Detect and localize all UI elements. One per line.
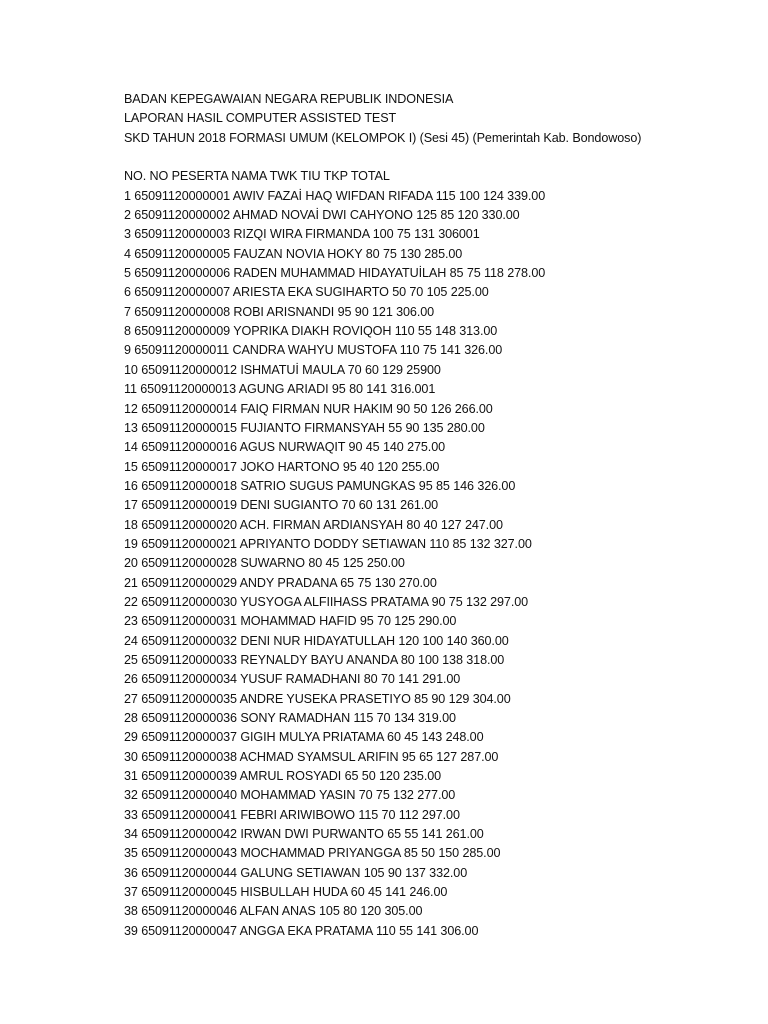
spacer bbox=[124, 148, 744, 167]
table-row: 39 65091120000047 ANGGA EKA PRATAMA 110 55 141 306.00 bbox=[124, 923, 479, 938]
table-row: 8 65091120000009 YOPRIKA DIAKH ROVIQOH 110 55 148 313.00 bbox=[124, 324, 498, 339]
agency-title: BADAN KEPEGAWAIAN NEGARA REPUBLIK INDONESIA bbox=[124, 92, 454, 106]
table-row: 11 65091120000013 AGUNG ARIADI 95 80 141 316.001 bbox=[124, 382, 436, 397]
table-header: NO. NO PESERTA NAMA TWK TIU TKP TOTAL bbox=[124, 169, 390, 184]
table-row: 4 65091120000005 FAUZAN NOVIA HOKY 80 75 130 285.00 bbox=[124, 246, 463, 261]
table-row: 24 65091120000032 DENI NUR HIDAYATULLAH 120 100 140 360.00 bbox=[124, 633, 509, 648]
table-row: 33 65091120000041 FEBRI ARIWIBOWO 115 70 112 297.00 bbox=[124, 807, 460, 822]
table-row: 1 65091120000001 AWIV FAZAİ HAQ WIFDAN RIFADA 115 100 124 339.00 bbox=[124, 188, 546, 203]
table-row: 35 65091120000043 MOCHAMMAD PRIYANGGA 85 50 150 285.00 bbox=[124, 846, 501, 861]
table-row: 30 65091120000038 ACHMAD SYAMSUL ARIFIN 95 65 127 287.00 bbox=[124, 749, 499, 764]
table-row: 29 65091120000037 GIGIH MULYA PRIATAMA 60 45 143 248.00 bbox=[124, 730, 484, 745]
table-row: 3 65091120000003 RIZQI WIRA FIRMANDA 100 75 131 306001 bbox=[124, 227, 480, 242]
table-row: 10 65091120000012 ISHMATUİ MAULA 70 60 129 25900 bbox=[124, 362, 441, 377]
table-row: 38 65091120000046 ALFAN ANAS 105 80 120 305.00 bbox=[124, 904, 423, 919]
table-row: 13 65091120000015 FUJIANTO FIRMANSYAH 55 90 135 280.00 bbox=[124, 420, 485, 435]
table-row: 16 65091120000018 SATRIO SUGUS PAMUNGKAS 95 85 146 326.00 bbox=[124, 478, 516, 493]
table-row: 17 65091120000019 DENI SUGIANTO 70 60 131 261.00 bbox=[124, 498, 439, 513]
table-row: 32 65091120000040 MOHAMMAD YASIN 70 75 132 277.00 bbox=[124, 788, 456, 803]
table-row: 9 65091120000011 CANDRA WAHYU MUSTOFA 110 75 141 326.00 bbox=[124, 343, 503, 358]
table-row: 20 65091120000028 SUWARNO 80 45 125 250.00 bbox=[124, 556, 405, 571]
table-row: 18 65091120000020 ACH. FIRMAN ARDIANSYAH 80 40 127 247.00 bbox=[124, 517, 503, 532]
table-row: 14 65091120000016 AGUS NURWAQIT 90 45 140 275.00 bbox=[124, 440, 446, 455]
table-row: 19 65091120000021 APRIYANTO DODDY SETIAWAN 110 85 132 327.00 bbox=[124, 536, 532, 551]
table-row: 31 65091120000039 AMRUL ROSYADI 65 50 120 235.00 bbox=[124, 769, 442, 784]
table-row: 23 65091120000031 MOHAMMAD HAFID 95 70 125 290.00 bbox=[124, 614, 457, 629]
report-title: LAPORAN HASIL COMPUTER ASSISTED TEST bbox=[124, 111, 397, 126]
table-row: 34 65091120000042 IRWAN DWI PURWANTO 65 55 141 261.00 bbox=[124, 827, 484, 842]
table-row: 37 65091120000045 HISBULLAH HUDA 60 45 141 246.00 bbox=[124, 885, 448, 900]
table-row: 26 65091120000034 YUSUF RAMADHANI 80 70 141 291.00 bbox=[124, 672, 461, 687]
table-row: 21 65091120000029 ANDY PRADANA 65 75 130 270.00 bbox=[124, 575, 437, 590]
table-row: 36 65091120000044 GALUNG SETIAWAN 105 90 137 332.00 bbox=[124, 865, 468, 880]
table-row: 25 65091120000033 REYNALDY BAYU ANANDA 80 100 138 318.00 bbox=[124, 652, 505, 667]
document-page bbox=[124, 90, 744, 941]
table-row: 6 65091120000007 ARIESTA EKA SUGIHARTO 50 70 105 225.00 bbox=[124, 285, 489, 300]
session-title: SKD TAHUN 2018 FORMASI UMUM (KELOMPOK I) (Sesi 45) (Pemerintah Kab. Bondowoso) bbox=[124, 130, 642, 145]
table-row: 28 65091120000036 SONY RAMADHAN 115 70 134 319.00 bbox=[124, 711, 456, 725]
table-row: 5 65091120000006 RADEN MUHAMMAD HIDAYATUİLAH 85 75 118 278.00 bbox=[124, 266, 546, 281]
table-row: 22 65091120000030 YUSYOGA ALFIIHASS PRATAMA 90 75 132 297.00 bbox=[124, 594, 529, 609]
results-list bbox=[124, 187, 744, 941]
table-row: 12 65091120000014 FAIQ FIRMAN NUR HAKIM 90 50 126 266.00 bbox=[124, 401, 493, 416]
table-row: 27 65091120000035 ANDRE YUSEKA PRASETIYO 85 90 129 304.00 bbox=[124, 691, 511, 706]
table-row: 15 65091120000017 JOKO HARTONO 95 40 120 255.00 bbox=[124, 459, 440, 474]
table-row: 7 65091120000008 ROBI ARISNANDI 95 90 121 306.00 bbox=[124, 304, 435, 319]
table-row: 2 65091120000002 AHMAD NOVAİ DWI CAHYONO 125 85 120 330.00 bbox=[124, 208, 520, 223]
